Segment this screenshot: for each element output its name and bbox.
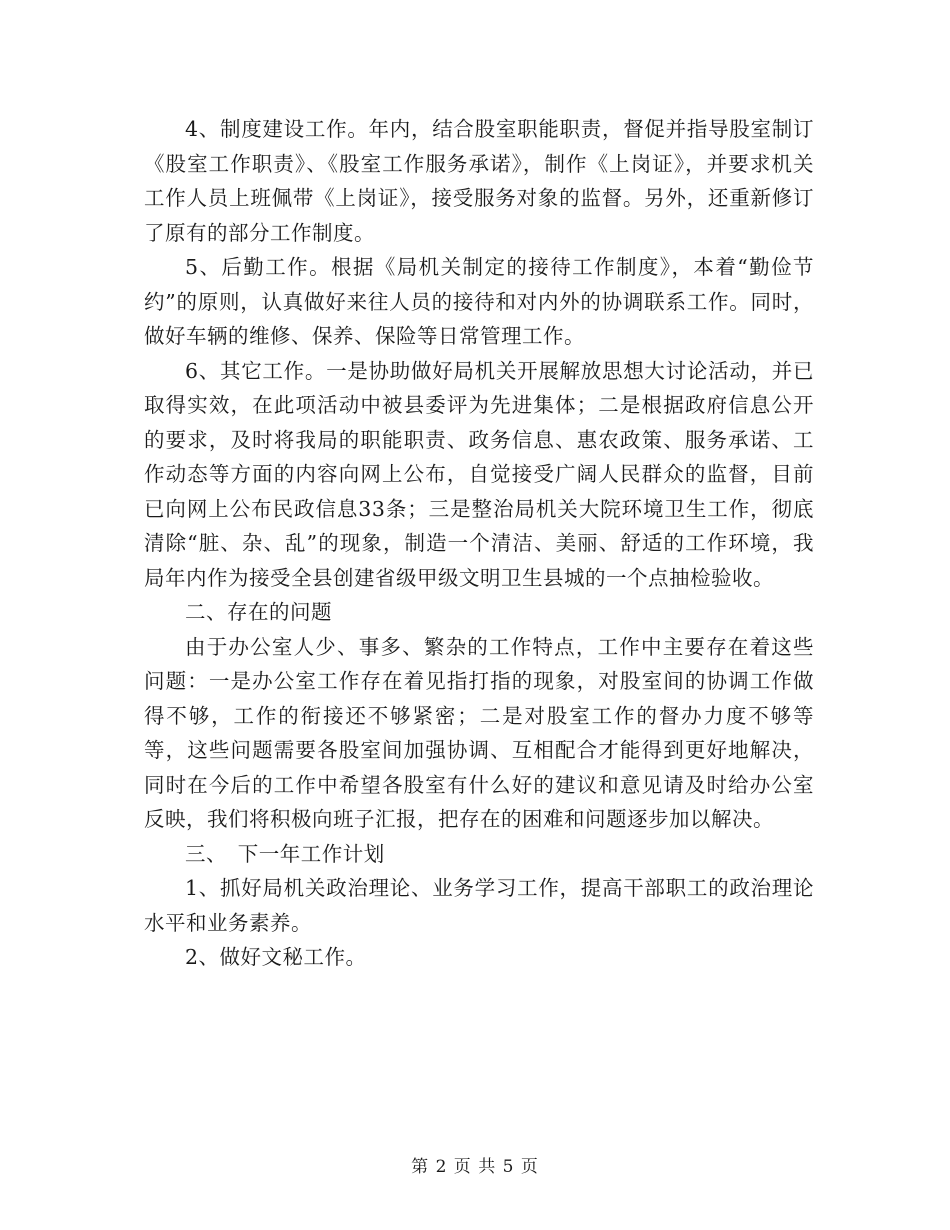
section-heading-problems: 二、存在的问题: [185, 600, 332, 624]
paragraph-system-building: 4、制度建设工作。年内，结合股室职能职责，督促并指导股室制订《股室工作职责》、《股室工作服务承诺》，制作《上岗证》，并要求机关工作人员上班佩带《上岗证》，接受服务对象的监督。另外，还重新修订了原有的部分工作制度。: [144, 117, 814, 245]
paragraph-plan-item-2: 2、做好文秘工作。: [185, 945, 367, 969]
paragraph-problems: 由于办公室人少、事多、繁杂的工作特点，工作中主要存在着这些问题：一是办公室工作存在着见指打指的现象，对股室间的协调工作做得不够，工作的衔接还不够紧密；二是对股室工作的督办力度不够等等，这些问题需要各股室间加强协调、互相配合才能得到更好地解决，同时在今后的工作中希望各股室有什么好的建议和意见请及时给办公室反映，我们将积极向班子汇报，把存在的困难和问题逐步加以解决。: [144, 634, 814, 831]
page-number-footer: 第 2 页 共 5 页: [411, 1157, 539, 1177]
paragraph-other-work: 6、其它工作。一是协助做好局机关开展解放思想大讨论活动，并已取得实效，在此项活动中被县委评为先进集体；二是根据政府信息公开的要求，及时将我局的职能职责、政务信息、惠农政策、服务承诺、工作动态等方面的内容向网上公布，自觉接受广阔人民群众的监督，目前已向网上公布民政信息33条；三是整治局机关大院环境卫生工作，彻底清除“脏、杂、乱”的现象，制造一个清洁、美丽、舒适的工作环境，我局年内作为接受全县创建省级甲级文明卫生县城的一个点抽检验收。: [144, 358, 814, 590]
paragraph-logistics: 5、后勤工作。根据《局机关制定的接待工作制度》，本着“勤俭节约”的原则，认真做好来往人员的接待和对内外的协调联系工作。同时，做好车辆的维修、保养、保险等日常管理工作。: [144, 255, 814, 348]
document-body: [144, 112, 814, 975]
paragraph-plan-item-1: 1、抓好局机关政治理论、业务学习工作，提高干部职工的政治理论水平和业务素养。: [144, 876, 814, 935]
section-heading-next-year-plan: 三、 下一年工作计划: [185, 841, 385, 866]
